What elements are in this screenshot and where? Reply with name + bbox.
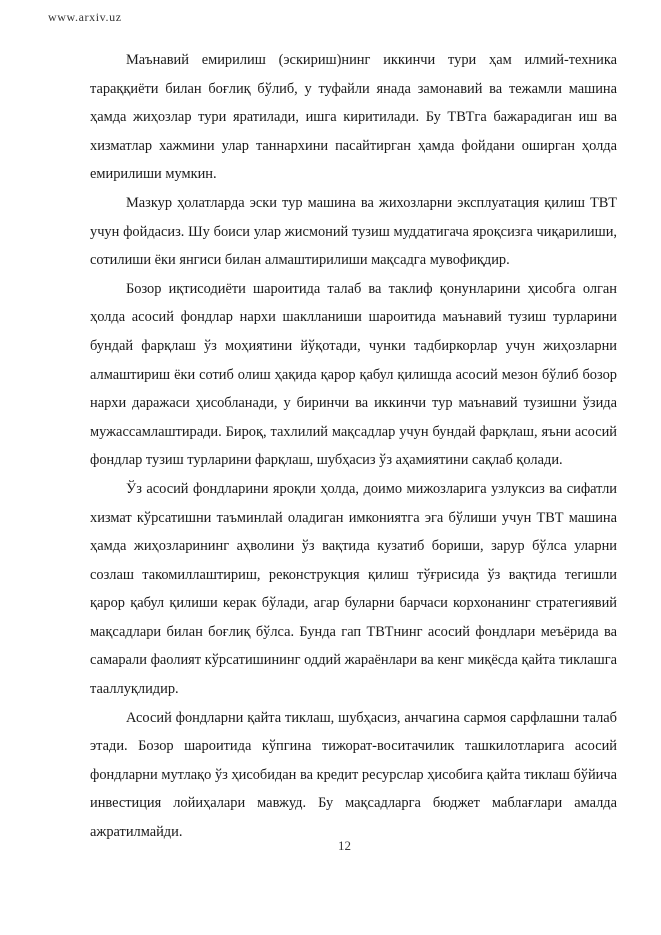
paragraph: Асосий фондларни қайта тиклаш, шубҳасиз, анчагина сармоя сарфлашни талаб этади. Бозор шароитида кўпгина тижорат-воситачилик ташкилотларига асосий фондларни мутлақо ўз ҳисобидан ва кредит ресурслар ҳисобига қайта тиклаш бўйича инвестиция лойиҳалари мавжуд. Бу мақсадларга бюджет маблағлари амалда ажратилмайди. — [90, 709, 617, 841]
paragraph: Бозор иқтисодиёти шароитида талаб ва таклиф қонунларини ҳисобга олган ҳолда асосий фондлар нархи шаклланиши шароитида маънавий тузиш турларини бундай фарқлаш ўз моҳиятини йўқотади, чунки тадбиркорлар учун жиҳозларни алмаштириш ёки сотиб олиш ҳақида қарор қабул қилишда асосий мезон бўлиб бозор нархи даражаси ҳисобланади, у биринчи ва иккинчи тур маънавий тузишни ўзида мужассамлаштиради. Бироқ, тахлилий мақсадлар учун бундай фарқлаш, яъни асосий фондлар тузиш турларини фарқлаш, шубҳасиз ўз аҳамиятини сақлаб қолади. — [90, 280, 617, 469]
site-url-header: www.arxiv.uz — [48, 10, 122, 24]
paragraph: Маънавий емирилиш (эскириш)нинг иккинчи тури ҳам илмий-техника тараққиёти билан боғлиқ бўлиб, у туфайли янада замонавий ва тежамли машина ҳамда жиҳозлар тури яратилади, ишга киритилади. Бу ТВТга бажарадиган иш ва хизматлар хажмини улар таннархини пасайтирган ҳамда фойдани оширган ҳолда емирилиши мумкин. — [90, 52, 617, 183]
document-body — [90, 46, 617, 847]
page-number: 12 — [338, 838, 351, 853]
paragraph: Мазкур ҳолатларда эски тур машина ва жихозларни эксплуатация қилиш ТВТ учун фойдасиз. Шу боиси улар жисмоний тузиш муддатигача яроқсизга чиқарилиши, сотилиши ёки янгиси билан алмаштирилиши мақсадга мувофиқдир. — [90, 194, 617, 269]
paragraph: Ўз асосий фондларини яроқли ҳолда, доимо мижозларига узлуксиз ва сифатли хизмат кўрсатишни таъминлай оладиган имкониятга эга бўлиши учун ТВТ машина ҳамда жиҳозларининг аҳволини ўз вақтида кузатиб бориши, зарур бўлса уларни созлаш такомиллаштириш, реконструкция қилиш тўғрисида ўз вақтида тегишли қарор қабул қилиши керак бўлади, агар буларни барчаси корхонанинг стратегиявий мақсадлари билан боғлиқ бўлса. Бунда гап ТВТнинг асосий фондлари меъёрида ва самарали фаолият кўрсатишининг оддий жараёнлари ва кенг миқёсда қайта тиклашга тааллуқлидир. — [90, 480, 617, 698]
